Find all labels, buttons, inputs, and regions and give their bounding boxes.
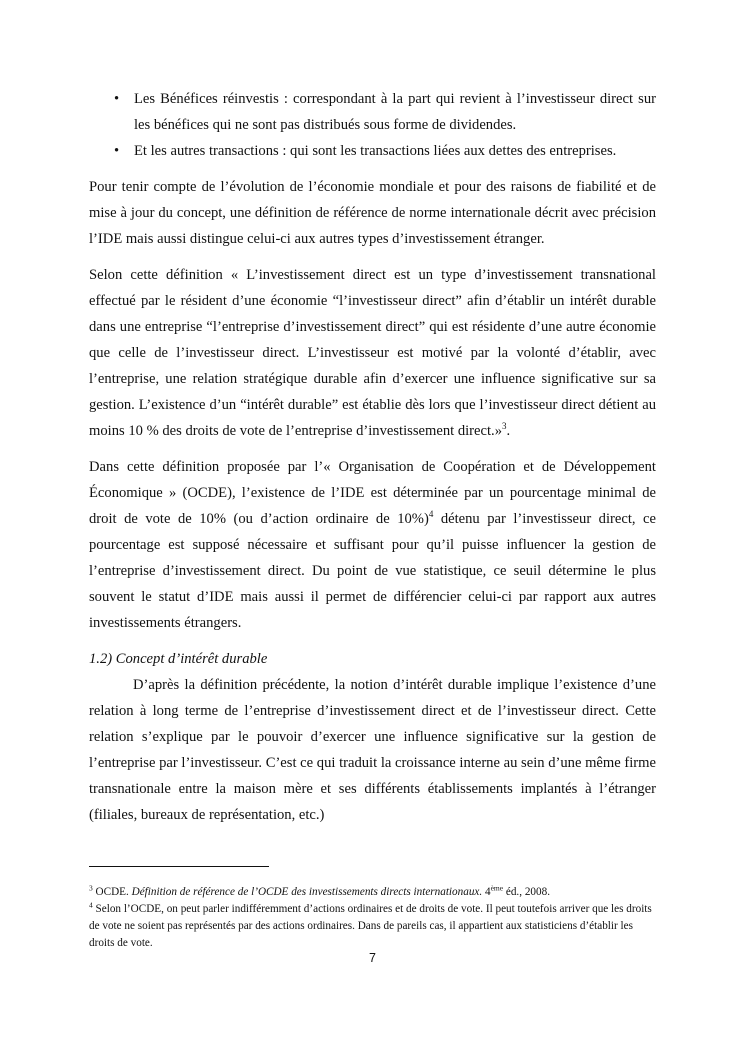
paragraph-ocde — [89, 454, 656, 636]
paragraph-interet-durable: D’après la définition précédente, la notion d’intérêt durable implique l’existence d’une relation à long terme de l’entreprise d’investissement direct et de l’investisseur direct. Cette relation s’explique par le pouvoir d’exercer une influence significative sur la gestion de l’entreprise par l’investisseur. C’est ce qui traduit la croissance interne au sein d’une même firme transnationale entre la maison mère et ses différents établissements implantés à l’étranger (filiales, bureaux de représentation, etc.) — [89, 677, 656, 823]
ocde-text-part2: détenu par l’investisseur direct, ce pourcentage est supposé nécessaire et suffisant pour qu’il puisse influencer la gestion de l’entreprise d’investissement direct. Du point de vue statistique, ce seuil détermine le plus souvent le statut d’IDE mais aussi il permet de différencier celui-ci par rapport aux autres investissements étrangers. — [89, 511, 657, 631]
bullet-icon: • — [114, 143, 120, 159]
footnote-ref-3[interactable]: 3 — [502, 421, 507, 432]
list-item — [89, 86, 656, 138]
ocde-text-part1: Dans cette définition proposée par l’« Organisation de Coopération et de Développement Économique » (OCDE), l’existence de l’IDE est déterminée par un pourcentage minimal de droit de vote de 10% (ou d’action ordinaire de 10%) — [89, 459, 656, 527]
paragraph-definition — [89, 262, 656, 444]
list-item-text: Et les autres transactions : qui sont les transactions liées aux dettes des entreprises. — [134, 143, 617, 159]
page-number: 7 — [369, 951, 376, 965]
footnote-ref-4[interactable]: 4 — [428, 509, 434, 520]
section-heading: 1.2) Concept d’intérêt durable — [89, 651, 268, 667]
footnote-number: 3 — [89, 883, 93, 893]
footnote-title: Définition de référence de l’OCDE des investissements directs internationaux. — [131, 886, 483, 898]
list-item-text: Les Bénéfices réinvestis : correspondant à la part qui revient à l’investisseur direct sur les bénéfices qui ne sont pas distribués sous forme de dividendes. — [134, 91, 656, 133]
definition-quote: Selon cette définition « L’investissement direct est un type d’investissement transnational effectué par le résident d’une économie “l’investisseur direct” afin d’établir un intérêt durable dans une entreprise “l’entreprise d’investissement direct” qui est résidente d’une autre économie que celle de l’investisseur direct. L’investisseur est motivé par la volonté d’établir, avec l’entreprise, une relation stratégique durable afin d’exercer une influence significative sur sa gestion. L’existence d’un “intérêt durable” est établie dès lors que l’investisseur direct détient au moins 10 % des droits de vote de l’entreprise d’investissement direct.» — [89, 267, 656, 439]
footnote-number: 4 — [89, 900, 93, 910]
body-text — [89, 86, 656, 828]
bullet-list — [89, 86, 656, 164]
footnote-3: $^3$ OCDE. Définition de référence de l’OCDE des investissements directs internationaux. 4ème éd., 2008. — [89, 883, 550, 898]
definition-end: . — [506, 423, 511, 439]
bullet-icon: • — [114, 91, 120, 107]
footnote-4: $^4$ Selon l’OCDE, on peut parler indifféremment d’actions ordinaires et de droits de vote. Il peut toutefois arriver que les droits de vote ne soient pas représentés par des actions ordinaires. Dans de pareils cas, il appartient aux statisticiens d’établir les droits de vote. — [89, 900, 652, 949]
list-item — [89, 138, 656, 164]
paragraph-evolution: Pour tenir compte de l’évolution de l’économie mondiale et pour des raisons de fiabilité et de mise à jour du concept, une définition de référence de norme internationale décrit avec précision l’IDE mais aussi distingue celui-ci aux autres types d’investissement étranger. — [89, 179, 656, 247]
footnote-separator — [89, 866, 269, 867]
footnotes — [89, 884, 656, 952]
